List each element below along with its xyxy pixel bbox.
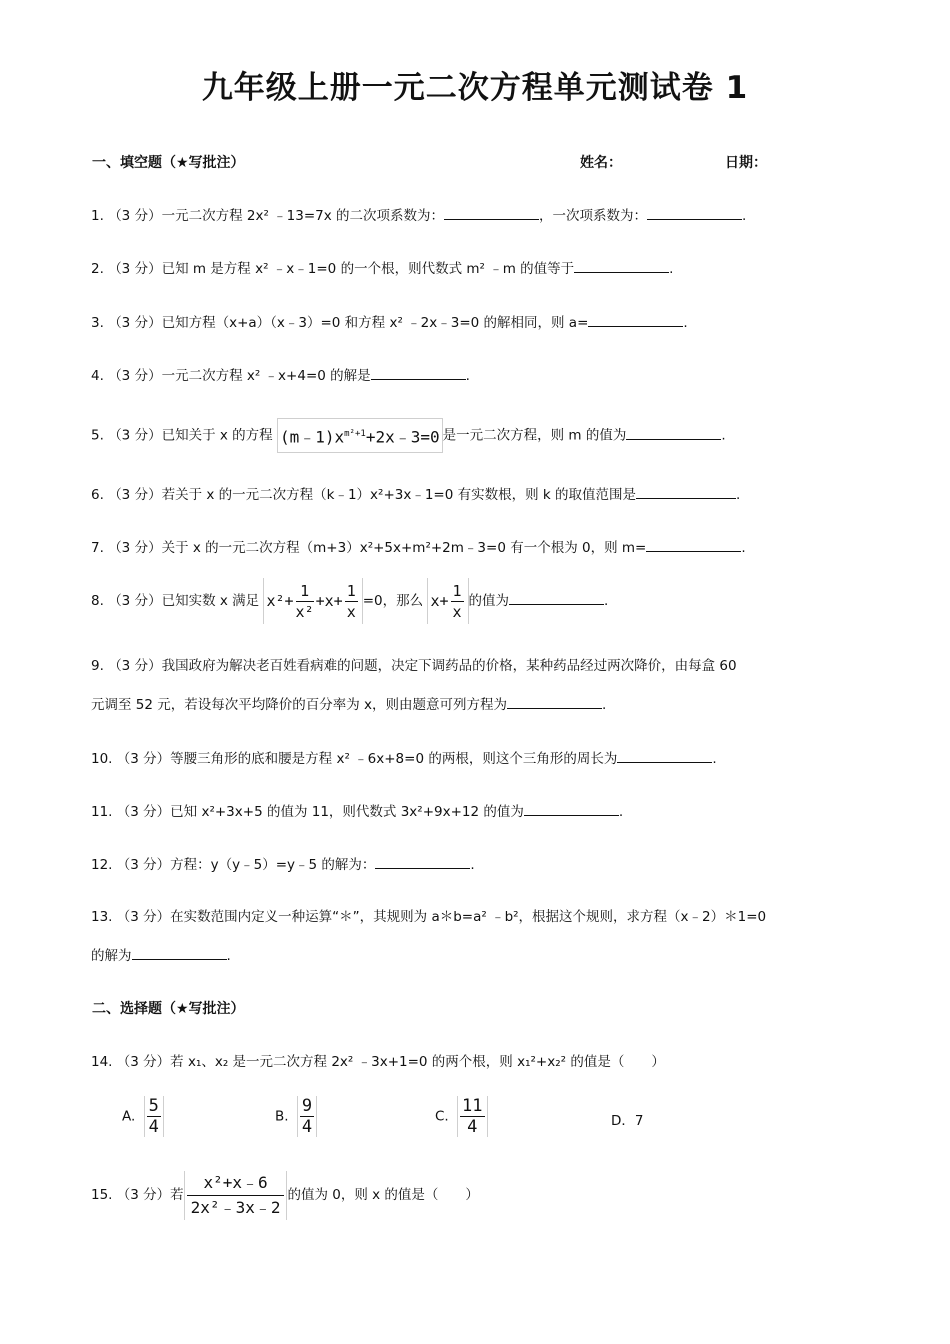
- question-14: 14. （3 分）若 x₁、x₂ 是一元二次方程 2x² ﹣3x+1=0 的两个根，则 x₁²+x₂² 的值是（ ）: [91, 1054, 665, 1070]
- date-label: 日期：: [725, 155, 767, 171]
- answer-blank[interactable]: [588, 312, 683, 327]
- option-c[interactable]: C. $\frac{11}{4}$: [435, 1096, 488, 1137]
- answer-blank[interactable]: [647, 205, 742, 220]
- question-7: 7. （3 分）关于 x 的一元二次方程（m+3）x²+5x+m²+2m﹣3=0 有一个根为 0，则 m= .: [91, 537, 746, 558]
- question-2: 2. （3 分）已知 m 是方程 x² ﹣x﹣1=0 的一个根，则代数式 m² ﹣m 的值等于 .: [91, 258, 673, 279]
- question-12: 12. （3 分）方程：y（y﹣5）=y﹣5 的解为： .: [91, 854, 475, 875]
- answer-blank[interactable]: [626, 425, 721, 440]
- question-3: 3. （3 分）已知方程（x+a）（x﹣3）=0 和方程 x² ﹣2x﹣3=0 的解相同，则 a= .: [91, 312, 688, 333]
- fraction-image: $\frac{11}{4}$: [457, 1096, 487, 1137]
- question-6: 6. （3 分）若关于 x 的一元二次方程（k﹣1）x²+3x﹣1=0 有实数根，则 k 的取值范围是 .: [91, 484, 740, 505]
- answer-blank[interactable]: [132, 945, 227, 960]
- section-heading-choice: 二、选择题（★写批注）: [92, 1001, 245, 1017]
- answer-blank[interactable]: [646, 537, 741, 552]
- question-1: 1. （3 分）一元二次方程 2x² ﹣13=7x 的二次项系数为： ，一次项系数为： .: [91, 205, 746, 226]
- formula-image: $(m﹣1)x^{m^2+1}+2x﹣3=0$: [277, 418, 443, 453]
- question-10: 10. （3 分）等腰三角形的底和腰是方程 x² ﹣6x+8=0 的两根，则这个三角形的周长为 .: [91, 748, 717, 769]
- fraction-image: $\frac{5}{4}$: [144, 1096, 164, 1137]
- answer-blank[interactable]: [574, 258, 669, 273]
- question-5: 5. （3 分）已知关于 x 的方程 $(m﹣1)x^{m^2+1}+2x﹣3=0$ 是一元二次方程，则 m 的值为 .: [91, 418, 726, 453]
- question-9: 9. （3 分）我国政府为解决老百姓看病难的问题，决定下调药品的价格，某种药品经过两次降价，由每盒 60: [91, 658, 737, 674]
- option-b[interactable]: B. $\frac{9}{4}$: [275, 1096, 317, 1137]
- question-4: 4. （3 分）一元二次方程 x² ﹣x+4=0 的解是 .: [91, 365, 470, 386]
- question-13: 13. （3 分）在实数范围内定义一种运算“＊”，其规则为 a＊b=a² ﹣b²，根据这个规则，求方程（x﹣2）＊1=0: [91, 909, 767, 925]
- answer-blank[interactable]: [524, 801, 619, 816]
- page-title: 九年级上册一元二次方程单元测试卷 1: [201, 70, 749, 106]
- answer-blank[interactable]: [507, 694, 602, 709]
- option-a[interactable]: A. $\frac{5}{4}$: [122, 1096, 164, 1137]
- name-label: 姓名：: [580, 155, 622, 171]
- answer-blank[interactable]: [636, 484, 736, 499]
- question-15: 15. （3 分）若 $\frac{\text{x²+x﹣6}}{\text{2x²﹣3x﹣2}}$ 的值为 0，则 x 的值是（ ）: [91, 1166, 479, 1224]
- answer-blank[interactable]: [617, 748, 712, 763]
- option-d[interactable]: D．7: [611, 1113, 644, 1129]
- formula-image: x²+ $\frac{1}{\text{x²}}$ +x+ $\frac{1}{x}$: [263, 578, 362, 624]
- question-8: 8. （3 分）已知实数 x 满足 x²+ $\frac{1}{\text{x²}}$ +x+ $\frac{1}{x}$ =0，那么 x+ $\frac{1}{x}$ 的值为 .: [91, 578, 608, 624]
- answer-blank[interactable]: [375, 854, 470, 869]
- formula-image: x+ $\frac{1}{x}$: [427, 578, 468, 624]
- answer-blank[interactable]: [509, 590, 604, 605]
- question-13-cont: 的解为 .: [91, 945, 231, 966]
- section-heading-fill-in: 一、填空题（★写批注）: [92, 155, 245, 171]
- question-9-cont: 元调至 52 元，若设每次平均降价的百分率为 x，则由题意可列方程为 .: [91, 694, 606, 715]
- fraction-image: $\frac{\text{x²+x﹣6}}{\text{2x²﹣3x﹣2}}$: [184, 1171, 288, 1220]
- answer-blank[interactable]: [371, 365, 466, 380]
- question-11: 11. （3 分）已知 x²+3x+5 的值为 11，则代数式 3x²+9x+12 的值为 .: [91, 801, 623, 822]
- answer-blank[interactable]: [444, 205, 539, 220]
- fraction-image: $\frac{9}{4}$: [297, 1096, 317, 1137]
